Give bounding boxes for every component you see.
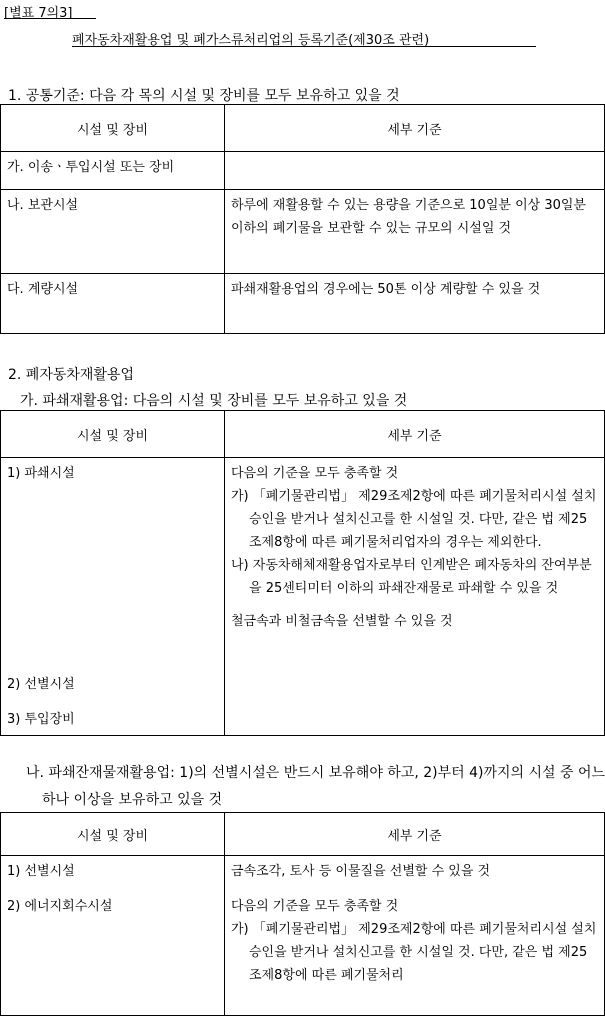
column-header-details: 세부 기준 bbox=[225, 813, 605, 856]
facility-cell: 1) 선별시설 bbox=[7, 864, 75, 879]
title-underline bbox=[72, 46, 536, 47]
facility-cell: 가. 이송ㆍ투입시설 또는 장비 bbox=[7, 160, 175, 175]
facility-cell: 다. 계량시설 bbox=[7, 282, 79, 297]
facility-cell: 나. 보관시설 bbox=[7, 198, 79, 213]
table-row bbox=[1, 274, 605, 334]
subsection-b-heading: 나. 파쇄잔재물재활용업: 1)의 선별시설은 반드시 보유해야 하고, 2)부터 4)까지의 시설 중 어느 하나 이상을 보유하고 있을 것 bbox=[26, 765, 605, 808]
detail-cell: 나) 자동차해체재활용업자로부터 인계받은 폐자동차의 잔여부분을 25센티미터 이하의 파쇄잔재물로 파쇄할 수 있을 것 bbox=[231, 558, 592, 596]
annex-tag: [별표 7의3] bbox=[4, 6, 73, 21]
detail-cell bbox=[225, 152, 604, 160]
column-header-details: 세부 기준 bbox=[225, 105, 605, 152]
table-common-criteria bbox=[0, 104, 605, 334]
column-header-facilities: 시설 및 장비 bbox=[1, 105, 225, 152]
detail-cell: 다음의 기준을 모두 충족할 것 bbox=[231, 466, 399, 481]
detail-cell: 다음의 기준을 모두 충족할 것 bbox=[231, 899, 399, 914]
subsection-a-heading: 가. 파쇄재활용업: 다음의 시설 및 장비를 모두 보유하고 있을 것 bbox=[20, 393, 408, 409]
column-header-facilities: 시설 및 장비 bbox=[1, 411, 225, 458]
detail-cell: 철금속과 비철금속을 선별할 수 있을 것 bbox=[231, 614, 453, 629]
annex-tag-underline bbox=[4, 18, 96, 19]
facility-cell: 2) 선별시설 bbox=[7, 677, 75, 692]
table-row bbox=[1, 458, 605, 736]
column-header-facilities: 시설 및 장비 bbox=[1, 813, 225, 856]
column-header-details: 세부 기준 bbox=[225, 411, 605, 458]
detail-cell: 파쇄재활용업의 경우에는 50톤 이상 계량할 수 있을 것 bbox=[231, 282, 541, 297]
section-2-heading: 2. 폐자동차재활용업 bbox=[8, 367, 134, 383]
table-residue-recycling bbox=[0, 812, 605, 1016]
facility-cell: 2) 에너지회수시설 bbox=[7, 899, 113, 914]
table-row bbox=[1, 152, 605, 190]
table-shredding-recycling bbox=[0, 410, 605, 736]
document-title: 폐자동차재활용업 및 폐가스류처리업의 등록기준(제30조 관련) bbox=[72, 33, 430, 48]
table-row bbox=[1, 856, 605, 1016]
detail-cell: 하루에 재활용할 수 있는 용량을 기준으로 10일분 이상 30일분 이하의 폐기물을 보관할 수 있는 규모의 시설일 것 bbox=[231, 198, 586, 236]
detail-cell: 가) 「폐기물관리법」 제29조제2항에 따른 폐기물처리시설 설치승인을 받거나 설치신고를 한 시설일 것. 다만, 같은 법 제25조제8항에 따른 폐기물처리업자의 경우는 제외한다. bbox=[231, 489, 597, 550]
facility-cell: 1) 파쇄시설 bbox=[7, 466, 75, 481]
table-row bbox=[1, 190, 605, 274]
facility-cell: 3) 투입장비 bbox=[7, 712, 75, 727]
section-1-heading: 1. 공통기준: 다음 각 목의 시설 및 장비를 모두 보유하고 있을 것 bbox=[8, 88, 400, 104]
detail-cell: 금속조각, 토사 등 이물질을 선별할 수 있을 것 bbox=[231, 864, 491, 879]
detail-cell: 가) 「폐기물관리법」 제29조제2항에 따른 폐기물처리시설 설치승인을 받거나 설치신고를 한 시설일 것. 다만, 같은 법 제25조제8항에 따른 폐기물처리 bbox=[231, 922, 597, 983]
